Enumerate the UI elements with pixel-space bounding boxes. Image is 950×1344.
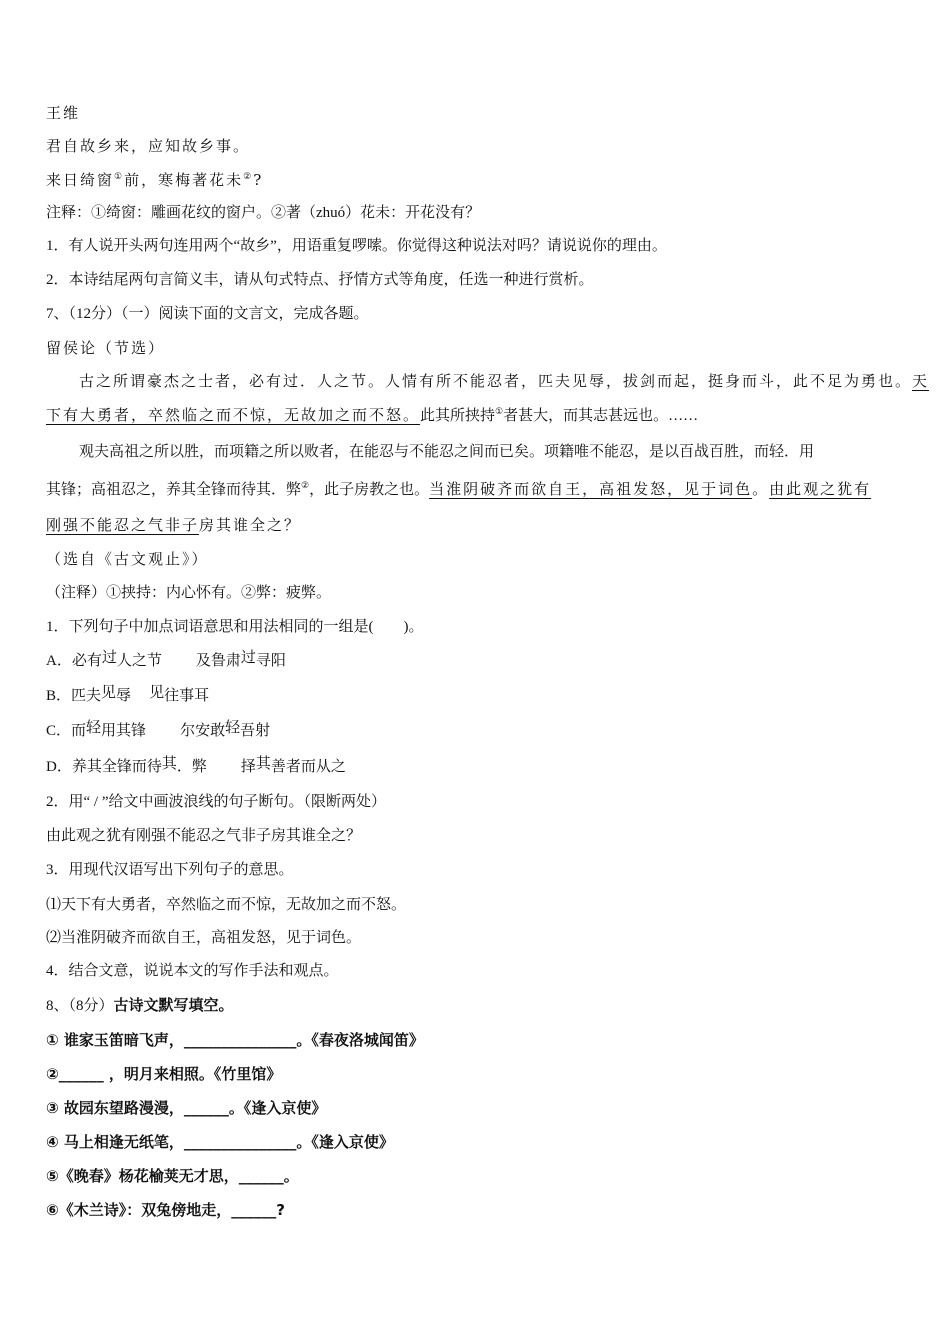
fill-blank-6: ⑥《木兰诗》：双兔傍地走，______? [46,1201,285,1219]
option-label: D． [46,759,72,775]
option-label: A． [46,653,72,669]
footnote-marker: ② [301,481,310,491]
underlined-sentence: 天 [912,372,930,390]
poem-author: 王维 [46,104,81,122]
option-d [46,756,346,778]
option-text: ．弊 [176,759,207,775]
option-text: 人之节 [116,653,162,669]
section-7-heading: 7、（12分）（一）阅读下面的文言文，完成各题。 [46,306,369,322]
option-text: 必有 [71,653,102,669]
poem-line-2-part: ? [253,171,264,189]
question-7-1: 1．下列句子中加点词语意思和用法相同的一组是( )。 [46,619,424,635]
passage-text: ，此子房教之也。 [309,482,430,498]
passage-title: 留侯论（节选） [46,339,166,357]
passage-text: 此其所挟持 [420,408,496,424]
option-c [46,720,270,742]
passage-para-1-line-1 [46,370,929,392]
fill-blank-3: ③ 故园东望路漫漫，______。《逢入京使》 [46,1099,327,1117]
footnote-marker: ① [114,172,125,182]
option-text: 及鲁肃 [195,653,241,669]
passage-para-2-line-3 [46,514,301,536]
dotted-word: 其 [255,756,271,772]
section-8-heading [46,994,234,1017]
question-7-2-text: 由此观之犹有刚强不能忍之气非子房其谁全之？ [46,828,362,844]
option-text: 寻阳 [255,653,286,669]
poem-question-1: 1．有人说开头两句连用两个“故乡”，用语重复啰嗦。你觉得这种说法对吗？请说说你的理由。 [46,238,667,254]
option-text: 吾射 [240,723,271,739]
option-a [46,650,286,672]
wavy-underlined-sentence: 刚强不能忍之气非子 [46,516,200,534]
footnote-marker: ② [243,172,254,182]
wavy-underlined-sentence: 由此观之犹有 [769,480,872,498]
underlined-sentence: 下有大勇者，卒然临之而不惊，无故加之而不怒。 [46,406,421,424]
dotted-word: 轻 [86,720,102,736]
poem-line-1: 君自故乡来，应知故乡事。 [46,137,251,155]
option-text: 善者而从之 [270,759,346,775]
option-text: 尔安敢 [180,723,226,739]
question-7-3-1: ⑴天下有大勇者，卒然临之而不惊，无故加之而不怒。 [46,897,407,913]
question-7-3-2: ⑵当淮阴破齐而欲自王，高祖发怒，见于词色。 [46,930,362,946]
poem-line-2 [46,169,263,191]
dotted-word: 轻 [225,720,241,736]
footnote-marker: ① [495,407,504,417]
poem-line-2-part: 来日绮窗 [46,171,115,189]
question-7-2: 2．用“ / ”给文中画波浪线的句子断句。（限断两处） [46,794,386,810]
option-text: 养其全锋而待 [71,759,162,775]
passage-source: （选自《古文观止》） [46,550,209,568]
option-text: 辱 [116,688,132,704]
underlined-sentence: 当淮阴破齐而欲自王，高祖发怒，见于词色 [429,480,753,498]
fill-blank-4: ④ 马上相逢无纸笔，_______________。《逢入京使》 [46,1133,394,1151]
option-text: 往事耳 [164,688,210,704]
passage-text: 古之所谓豪杰之士者，必有过．人之节。人情有所不能忍者，匹夫见辱，拔剑而起，挺身而斗，此不足为勇也。 [79,372,913,390]
fill-blank-1: ① 谁家玉笛暗飞声，_______________。《春夜洛城闻笛》 [46,1031,424,1049]
dotted-word: 其 [161,756,177,772]
fill-blank-5: ⑤《晚春》杨花榆荚无才思，______。 [46,1167,299,1185]
option-label: B． [46,688,72,704]
fill-blank-2: ②______ ，明月来相照。《竹里馆》 [46,1065,282,1083]
passage-notes: （注释）①挟持：内心怀有。②弊：疲弊。 [46,585,332,601]
passage-para-2-line-1: 观夫高祖之所以胜，而项籍之所以败者，在能忍与不能忍之间而已矣。项籍唯不能忍，是以百战百胜，而轻．用 [79,444,815,460]
poem-note: 注释：①绮窗：雕画花纹的窗户。②著（zhuó）花未：开花没有？ [46,205,481,221]
option-text: 匹夫 [71,688,102,704]
section-8-title: 古诗文默写填空。 [113,996,234,1014]
dotted-word: 见 [101,685,117,701]
passage-text: 房其谁全之？ [199,516,302,534]
dotted-word: 过 [240,650,256,666]
question-7-4: 4．结合文意，说说本文的写作手法和观点。 [46,963,339,979]
option-text: 择 [240,759,256,775]
passage-para-2-line-2 [46,478,871,501]
option-b [46,685,209,707]
passage-text: 其锋；高祖忍之，养其全锋而待其．弊 [46,482,302,498]
option-label: C． [46,723,72,739]
dotted-word: 见 [149,685,165,701]
passage-text: 者甚大，而其志甚远也。…… [503,408,699,424]
poem-question-2: 2．本诗结尾两句言简义丰，请从句式特点、抒情方式等角度，任选一种进行赏析。 [46,272,594,288]
poem-line-2-part: 前，寒梅著花未 [124,171,244,189]
question-7-3: 3．用现代汉语写出下列句子的意思。 [46,862,294,878]
passage-text: 。 [752,480,770,498]
option-text: 用其锋 [101,723,147,739]
passage-para-1-line-2 [46,404,698,427]
section-8-score: 8、（8分） [46,998,114,1014]
dotted-word: 过 [101,650,117,666]
option-text: 而 [71,723,87,739]
